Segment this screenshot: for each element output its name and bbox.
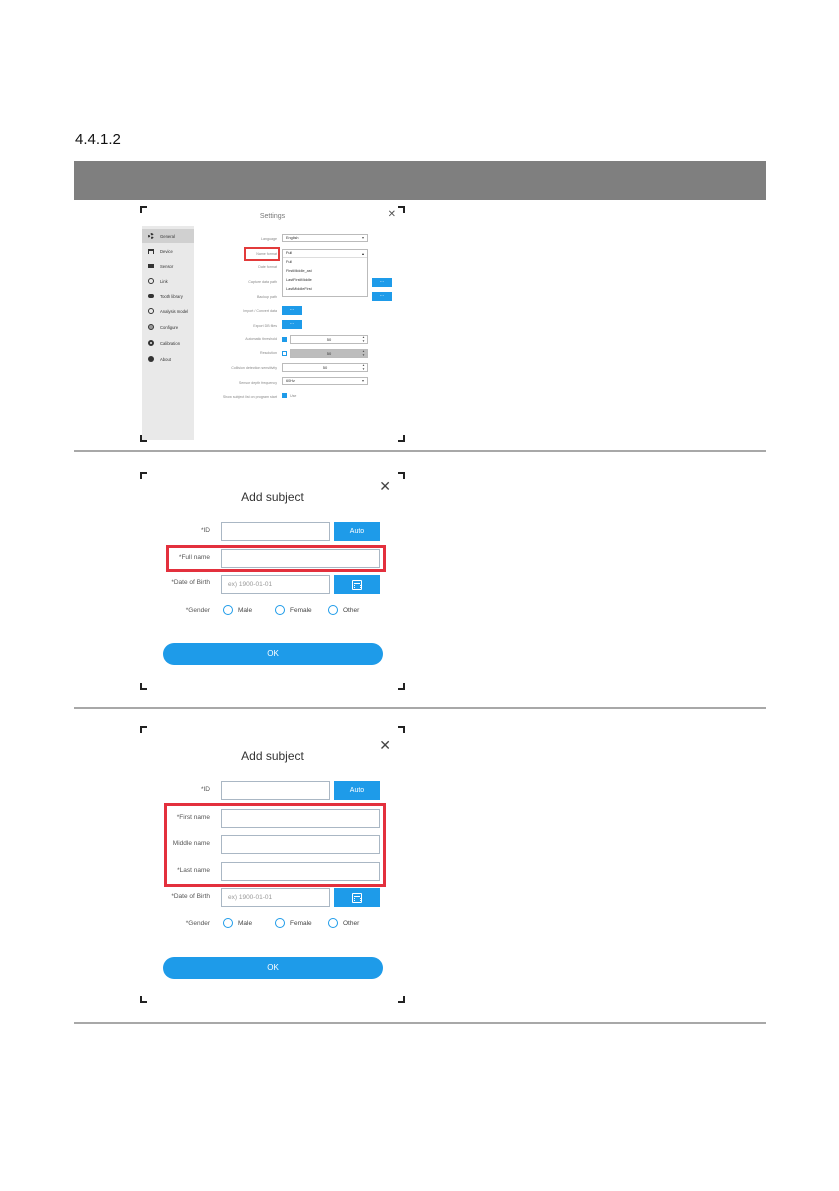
dropdown-option[interactable]: LastFirstMiddle bbox=[286, 278, 312, 282]
depth-frequency-label: Sensor depth frequency bbox=[238, 381, 277, 385]
sidebar-item-analysis-model[interactable]: Analysis model bbox=[142, 304, 194, 318]
show-subject-list-value: Use bbox=[290, 394, 297, 398]
import-browse-button[interactable]: ... bbox=[282, 306, 302, 315]
sidebar-item-sensor[interactable]: Sensor bbox=[142, 259, 194, 273]
middlename-input[interactable] bbox=[221, 835, 380, 854]
section-number: 4.4.1.2 bbox=[75, 131, 121, 148]
resolution-checkbox[interactable] bbox=[282, 351, 287, 356]
calibration-icon bbox=[148, 340, 154, 346]
lastname-label: *Last name bbox=[177, 867, 210, 874]
auto-threshold-label: Automatic threshold bbox=[245, 337, 277, 341]
add-subject-dialog-full-name bbox=[140, 472, 405, 690]
language-label: Language bbox=[261, 237, 277, 241]
name-format-select[interactable]: Full ▴ bbox=[283, 250, 367, 258]
spinner-arrows-icon: ▲ ▼ bbox=[362, 349, 365, 357]
auto-threshold-checkbox[interactable] bbox=[282, 337, 287, 342]
row-divider bbox=[74, 450, 766, 452]
calendar-icon bbox=[352, 893, 362, 903]
crop-mark bbox=[140, 996, 147, 1003]
collision-spinner[interactable]: 50 ▲ ▼ bbox=[282, 363, 368, 372]
auto-button[interactable]: Auto bbox=[334, 781, 380, 800]
middlename-label: Middle name bbox=[172, 840, 210, 847]
radio-circle-icon bbox=[223, 605, 233, 615]
radio-circle-icon bbox=[223, 918, 233, 928]
gender-radio-male[interactable]: Male bbox=[223, 605, 252, 615]
row-divider bbox=[74, 707, 766, 709]
add-subject-dialog-split-name bbox=[140, 726, 405, 1003]
settings-screenshot bbox=[140, 206, 405, 442]
gender-radio-female[interactable]: Female bbox=[275, 605, 312, 615]
crop-mark bbox=[398, 206, 405, 213]
chevron-down-icon: ▾ bbox=[361, 235, 364, 240]
name-format-label: Name format bbox=[256, 252, 277, 256]
id-input[interactable] bbox=[221, 781, 330, 800]
dob-label: *Date of Birth bbox=[171, 893, 210, 900]
crop-mark bbox=[398, 472, 405, 479]
sidebar-item-general[interactable]: General bbox=[142, 229, 194, 243]
crop-mark bbox=[140, 206, 147, 213]
chevron-down-icon: ▾ bbox=[361, 378, 364, 383]
crop-mark bbox=[398, 435, 405, 442]
info-icon bbox=[148, 356, 154, 362]
close-icon[interactable]: ✕ bbox=[387, 209, 396, 220]
close-icon[interactable]: ✕ bbox=[379, 737, 391, 753]
dropdown-option[interactable]: Full bbox=[286, 260, 293, 264]
capture-path-browse-button[interactable]: ... bbox=[372, 278, 392, 287]
settings-sidebar bbox=[142, 226, 194, 440]
radio-circle-icon bbox=[328, 918, 338, 928]
radio-circle-icon bbox=[328, 605, 338, 615]
calendar-button[interactable] bbox=[334, 888, 380, 907]
gender-radio-other[interactable]: Other bbox=[328, 918, 359, 928]
close-icon[interactable]: ✕ bbox=[379, 478, 391, 494]
id-label: *ID bbox=[200, 527, 210, 534]
ok-button[interactable]: OK bbox=[163, 643, 383, 665]
export-label: Export DB files bbox=[253, 324, 277, 328]
crop-mark bbox=[398, 726, 405, 733]
sidebar-item-calibration[interactable]: Calibration bbox=[142, 336, 194, 350]
spinner-arrows-icon: ▲ ▼ bbox=[362, 363, 365, 371]
ok-button[interactable]: OK bbox=[163, 957, 383, 979]
name-format-dropdown[interactable] bbox=[282, 249, 368, 297]
table-header-bar bbox=[74, 161, 766, 200]
gender-radio-female[interactable]: Female bbox=[275, 918, 312, 928]
highlight-box bbox=[244, 247, 280, 261]
dob-label: *Date of Birth bbox=[171, 579, 210, 586]
dialog-title: Add subject bbox=[241, 490, 304, 504]
device-icon bbox=[148, 249, 154, 254]
gender-radio-other[interactable]: Other bbox=[328, 605, 359, 615]
export-browse-button[interactable]: ... bbox=[282, 320, 302, 329]
fullname-label: *Full name bbox=[178, 554, 210, 561]
link-icon bbox=[148, 278, 154, 284]
crop-mark bbox=[140, 683, 147, 690]
show-subject-list-checkbox[interactable] bbox=[282, 393, 287, 398]
calendar-icon bbox=[352, 580, 362, 590]
backup-path-label: Backup path bbox=[257, 295, 277, 299]
lastname-input[interactable] bbox=[221, 862, 380, 881]
sidebar-item-link[interactable]: Link bbox=[142, 274, 194, 288]
sidebar-item-device[interactable]: Device bbox=[142, 244, 194, 258]
crop-mark bbox=[140, 472, 147, 479]
row-divider bbox=[74, 1022, 766, 1024]
backup-path-browse-button[interactable]: ... bbox=[372, 292, 392, 301]
calendar-button[interactable] bbox=[334, 575, 380, 594]
crop-mark bbox=[398, 996, 405, 1003]
fullname-input[interactable] bbox=[221, 549, 380, 568]
resolution-label: Resolution bbox=[260, 351, 277, 355]
auto-button[interactable]: Auto bbox=[334, 522, 380, 541]
dob-input[interactable]: ex) 1900-01-01 bbox=[221, 888, 330, 907]
capture-data-path-label: Capture data path bbox=[248, 280, 277, 284]
spinner-arrows-icon: ▲ ▼ bbox=[362, 335, 365, 343]
chevron-up-icon: ▴ bbox=[361, 251, 364, 256]
auto-threshold-spinner[interactable]: 50 ▲ ▼ bbox=[290, 335, 368, 344]
language-select[interactable]: English ▾ bbox=[282, 234, 368, 242]
sidebar-item-about[interactable]: About bbox=[142, 352, 194, 366]
crop-mark bbox=[398, 683, 405, 690]
dob-input[interactable]: ex) 1900-01-01 bbox=[221, 575, 330, 594]
sensor-icon bbox=[148, 264, 154, 268]
gender-label: *Gender bbox=[185, 607, 210, 614]
analysis-icon bbox=[148, 308, 154, 314]
date-format-label: Date format bbox=[258, 265, 277, 269]
depth-frequency-select[interactable]: 60Hz ▾ bbox=[282, 377, 368, 385]
firstname-input[interactable] bbox=[221, 809, 380, 828]
gender-label: *Gender bbox=[185, 920, 210, 927]
id-label: *ID bbox=[200, 786, 210, 793]
tooth-icon bbox=[148, 294, 154, 298]
id-input[interactable] bbox=[221, 522, 330, 541]
import-label: Import / Convert data bbox=[243, 309, 277, 313]
dropdown-option[interactable]: FirstMiddle_ast bbox=[286, 269, 312, 273]
configure-icon bbox=[148, 324, 154, 330]
gender-radio-male[interactable]: Male bbox=[223, 918, 252, 928]
radio-circle-icon bbox=[275, 605, 285, 615]
collision-label: Collision detection sensitivity bbox=[231, 366, 277, 370]
dropdown-option[interactable]: LastMiddleFirst bbox=[286, 287, 312, 291]
firstname-label: *First name bbox=[176, 814, 210, 821]
settings-title: Settings bbox=[259, 213, 286, 220]
gear-icon bbox=[148, 233, 154, 239]
show-subject-list-label: Show subject list on program start bbox=[222, 395, 277, 399]
sidebar-item-tooth-library[interactable]: Tooth library bbox=[142, 289, 194, 303]
resolution-spinner[interactable]: 50 ▲ ▼ bbox=[290, 349, 368, 358]
sidebar-item-configure[interactable]: Configure bbox=[142, 320, 194, 334]
dialog-title: Add subject bbox=[241, 749, 304, 763]
crop-mark bbox=[140, 726, 147, 733]
radio-circle-icon bbox=[275, 918, 285, 928]
